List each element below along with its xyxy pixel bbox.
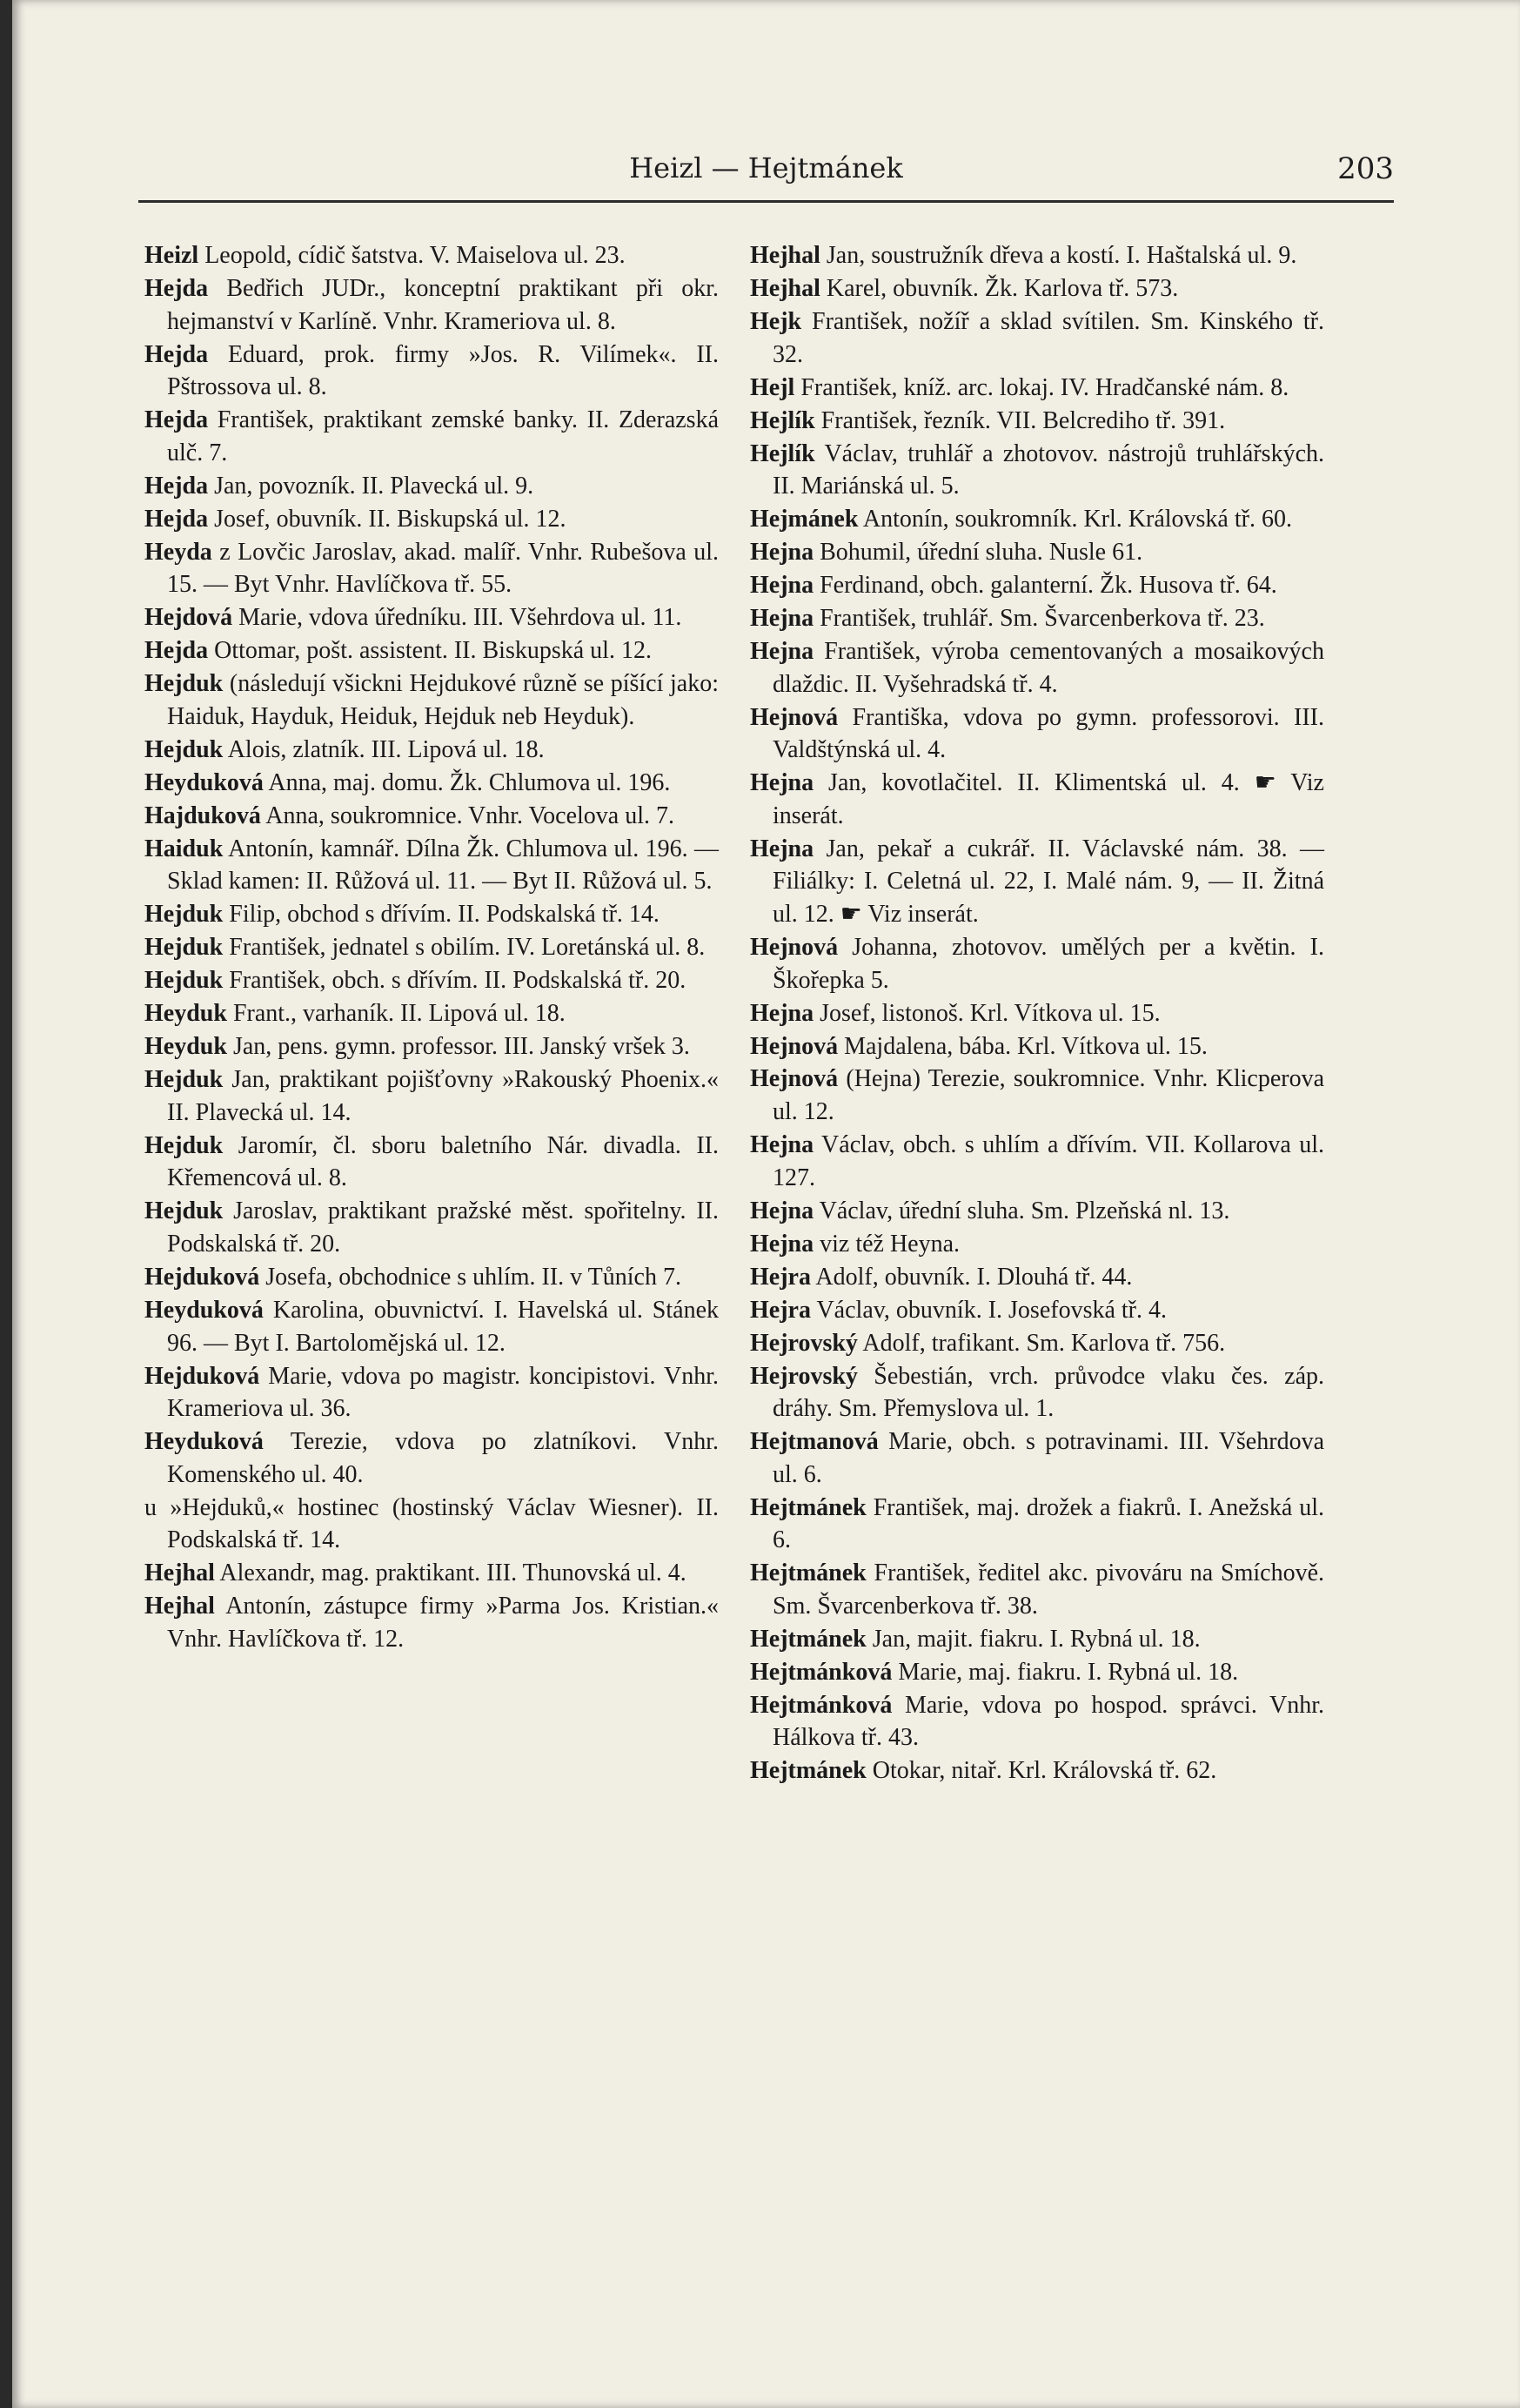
entry-surname: Hejda [144, 637, 209, 665]
entry-details: Filip, obchod s dřívím. II. Podskalská tř. 14. [223, 901, 660, 929]
entry-details: František, výroba cementovaných a mosaikových dlaždic. II. Vyšehradská tř. 4. [773, 638, 1324, 698]
directory-entry [144, 964, 719, 997]
directory-entry [750, 1754, 1324, 1788]
directory-entry [750, 767, 1324, 832]
entry-details: František, jednatel s obilím. IV. Loretánská ul. 8. [223, 934, 706, 962]
entry-details: František, ředitel akc. pivováru na Smíchově. Sm. Švarcenberkova tř. 38. [773, 1559, 1324, 1620]
entry-details: Leopold, cídič šatstva. V. Maiselova ul. 23. [198, 242, 626, 269]
directory-entry [750, 997, 1324, 1030]
entry-surname: Hejhal [144, 1559, 215, 1587]
directory-entry [750, 272, 1324, 305]
entry-details: Josef, obuvník. II. Biskupská ul. 12. [208, 505, 566, 533]
entry-details: Terezie, vdova po zlatníkovi. Vnhr. Komenského ul. 40. [167, 1428, 719, 1488]
entry-surname: Hejnová [750, 1032, 839, 1060]
entry-surname: Hejtmánková [750, 1658, 893, 1686]
entry-details: Ottomar, pošt. assistent. II. Biskupská ul. 12. [208, 637, 652, 665]
entry-details: Bedřich JUDr., konceptní praktikant při okr. hejmanství v Karlíně. Vnhr. Krameriova ul. 8. [167, 274, 719, 335]
directory-entry [144, 1425, 719, 1491]
entry-details: Jan, povozník. II. Plavecká ul. 9. [208, 472, 534, 500]
entry-details: (Hejna) Terezie, soukromnice. Vnhr. Klicperova ul. 12. [773, 1065, 1324, 1126]
directory-entry [144, 470, 719, 503]
entry-surname: Hejna [750, 638, 814, 666]
entry-surname: Heyduková [144, 1296, 264, 1324]
entry-surname: Hejda [144, 340, 209, 368]
directory-entry [750, 1195, 1324, 1228]
entry-surname: Hejtmánek [750, 1493, 867, 1521]
directory-entry [144, 1030, 719, 1063]
entry-surname: Hejnová [750, 1065, 839, 1093]
entry-details: Jaroslav, praktikant pražské měst. spořitelny. II. Podskalská tř. 20. [167, 1197, 719, 1258]
directory-entry [750, 635, 1324, 701]
entry-surname: Hejna [750, 835, 814, 862]
directory-entry [144, 1195, 719, 1260]
directory-entry [144, 536, 719, 601]
directory-entry [144, 833, 719, 898]
left-column [144, 239, 719, 1656]
entry-surname: Hejtmánek [750, 1625, 867, 1653]
entry-surname: Hejtmánková [750, 1691, 893, 1719]
entry-surname: Hejda [144, 472, 209, 500]
entry-surname: Hejna [750, 769, 814, 797]
entry-surname: Hejtmanová [750, 1428, 879, 1456]
entry-surname: Hajduková [144, 802, 261, 829]
entry-details: Frant., varhaník. II. Lipová ul. 18. [226, 1000, 566, 1028]
directory-entry [750, 1656, 1324, 1689]
directory-entry [750, 1557, 1324, 1622]
page-number: 203 [1337, 151, 1394, 186]
entry-details: František, obch. s dřívím. II. Podskalská tř. 20. [223, 967, 686, 995]
entry-details: Karel, obuvník. Žk. Karlova tř. 573. [820, 274, 1179, 302]
entry-details: u »Hejduků,« hostinec (hostinský Václav Wiesner). II. Podskalská tř. 14. [144, 1493, 719, 1554]
entry-surname: Hejnová [750, 933, 839, 961]
directory-entry [144, 634, 719, 667]
entry-details: Marie, vdova po magistr. koncipistovi. Vnhr. Krameriova ul. 36. [167, 1362, 719, 1423]
directory-entry [144, 404, 719, 469]
directory-entry [750, 305, 1324, 371]
entry-surname: Hejhal [750, 242, 820, 269]
entry-details: Jan, majit. fiakru. I. Rybná ul. 18. [866, 1625, 1201, 1653]
directory-entry [750, 405, 1324, 438]
entry-surname: Hejduková [144, 1362, 260, 1390]
directory-entry [144, 239, 719, 272]
directory-entry [750, 1294, 1324, 1327]
entry-surname: Hejra [750, 1296, 811, 1324]
directory-entry [750, 931, 1324, 996]
directory-entry [144, 1294, 719, 1359]
directory-entry [144, 272, 719, 338]
right-column [750, 239, 1324, 1788]
directory-entry [144, 767, 719, 800]
directory-entry [144, 1557, 719, 1590]
directory-page [12, 0, 1520, 2408]
entry-surname: Hejlík [750, 406, 815, 434]
entry-details: Josef, listonoš. Krl. Vítkova ul. 15. [814, 999, 1161, 1027]
entry-details: Otokar, nitař. Krl. Královská tř. 62. [866, 1757, 1217, 1785]
entry-surname: Hejduk [144, 670, 224, 698]
running-head: Heizl — Hejtmánek [629, 151, 903, 184]
entry-surname: Hejk [750, 307, 802, 335]
entry-details: Marie, obch. s potravinami. III. Všehrdova ul. 6. [773, 1428, 1324, 1488]
directory-entry [144, 931, 719, 964]
entry-surname: Heyduková [144, 1428, 264, 1456]
entry-details: Václav, obch. s uhlím a dřívím. VII. Kollarova ul. 127. [773, 1131, 1324, 1191]
directory-entry [144, 1590, 719, 1655]
directory-entry [750, 1492, 1324, 1557]
entry-details: František, nožíř a sklad svítilen. Sm. Kinského tř. 32. [773, 307, 1324, 368]
entry-surname: Hejna [750, 999, 814, 1027]
entry-surname: Heyduk [144, 1033, 227, 1061]
entry-surname: Hejduk [144, 934, 224, 962]
entry-details: František, maj. drožek a fiakrů. I. Anežská ul. 6. [773, 1493, 1324, 1554]
entry-surname: Hejna [750, 572, 814, 600]
directory-entry [144, 898, 719, 931]
entry-details: Alois, zlatník. III. Lipová ul. 18. [223, 735, 545, 763]
entry-surname: Hejduk [144, 735, 224, 763]
entry-surname: Hejtmánek [750, 1757, 867, 1785]
directory-entry [750, 1261, 1324, 1294]
entry-details: Františka, vdova po gymn. professorovi. III. Valdštýnská ul. 4. [773, 703, 1324, 764]
entry-surname: Heyduk [144, 1000, 227, 1028]
directory-entry [750, 1228, 1324, 1261]
entry-surname: Hejhal [144, 1593, 215, 1620]
directory-entry [750, 1425, 1324, 1491]
directory-entry [750, 503, 1324, 536]
directory-entry [750, 1623, 1324, 1656]
directory-entry [750, 536, 1324, 569]
entry-details: Václav, truhlář a zhotovov. nástrojů truhlářských. II. Mariánská ul. 5. [773, 439, 1324, 500]
entry-details: Adolf, trafikant. Sm. Karlova tř. 756. [857, 1329, 1226, 1357]
entry-surname: Hejduk [144, 967, 224, 995]
entry-details: Antonín, kamnář. Dílna Žk. Chlumova ul. 196. — Sklad kamen: II. Růžová ul. 11. — Byt II. Růžová ul. 5. [167, 835, 719, 895]
entry-surname: Heyduková [144, 768, 264, 796]
entry-surname: Hejda [144, 406, 209, 434]
entry-surname: Hejhal [750, 274, 820, 302]
entry-details: Marie, maj. fiakru. I. Rybná ul. 18. [892, 1658, 1239, 1686]
entry-surname: Hejda [144, 274, 209, 302]
entry-details: Josefa, obchodnice s uhlím. II. v Tůních 7. [259, 1264, 681, 1291]
entry-details: Alexandr, mag. praktikant. III. Thunovská ul. 4. [214, 1559, 686, 1587]
entry-surname: Hejrovský [750, 1362, 858, 1390]
entry-surname: Hejduková [144, 1264, 260, 1291]
directory-entry [750, 1030, 1324, 1063]
entry-surname: Hejna [750, 1230, 814, 1258]
directory-entry [144, 997, 719, 1030]
directory-entry [144, 1063, 719, 1129]
entry-surname: Heyda [144, 538, 212, 566]
entry-surname: Heizl [144, 242, 199, 269]
directory-entry [144, 339, 719, 404]
entry-surname: Hejmánek [750, 506, 859, 533]
directory-entry [144, 800, 719, 833]
directory-entry [750, 602, 1324, 635]
directory-entry [750, 569, 1324, 602]
directory-entry [144, 1360, 719, 1425]
entry-details: Václav, úřední sluha. Sm. Plzeňská nl. 13. [814, 1197, 1230, 1224]
entry-details: Anna, maj. domu. Žk. Chlumova ul. 196. [263, 768, 671, 796]
entry-details: Jan, pekař a cukrář. II. Václavské nám. 38. — Filiálky: I. Celetná ul. 22, I. Malé nám. 9, — II. Žitná ul. 12. ☛ Viz inserát. [773, 835, 1324, 928]
entry-details: František, řezník. VII. Belcrediho tř. 391. [814, 406, 1226, 434]
entry-surname: Hejlík [750, 439, 815, 467]
entry-surname: Hejduk [144, 1197, 224, 1225]
entry-surname: Hejrovský [750, 1329, 858, 1357]
entry-details: Karolina, obuvnictví. I. Havelská ul. Stánek 96. — Byt I. Bartolomějská ul. 12. [167, 1296, 719, 1357]
entry-surname: Hejdová [144, 604, 233, 632]
directory-entry [144, 503, 719, 536]
directory-entry [144, 1130, 719, 1195]
entry-surname: Hejna [750, 539, 814, 567]
entry-details: Bohumil, úřední sluha. Nusle 61. [814, 539, 1143, 567]
directory-entry [750, 438, 1324, 503]
directory-entry [750, 701, 1324, 767]
entry-surname: Hejna [750, 1197, 814, 1224]
directory-entry [144, 601, 719, 634]
entry-surname: Hejnová [750, 703, 839, 731]
entry-details: František, praktikant zemské banky. II. Zderazská ulč. 7. [167, 406, 719, 466]
entry-details: Eduard, prok. firmy »Jos. R. Vilímek«. II. Pštrossova ul. 8. [167, 340, 719, 401]
entry-surname: Hejda [144, 505, 209, 533]
entry-details: z Lovčic Jaroslav, akad. malíř. Vnhr. Rubešova ul. 15. — Byt Vnhr. Havlíčkova tř. 55. [167, 538, 719, 599]
entry-details: František, kníž. arc. lokaj. IV. Hradčanské nám. 8. [794, 373, 1289, 401]
entry-details: Johanna, zhotovov. umělých per a květin. I. Škořepka 5. [773, 933, 1324, 994]
entry-surname: Hejna [750, 1131, 814, 1159]
directory-entry [750, 1327, 1324, 1360]
entry-details: František, truhlář. Sm. Švarcenberkova tř. 23. [814, 605, 1265, 633]
entry-details: Ferdinand, obch. galanterní. Žk. Husova tř. 64. [814, 572, 1277, 600]
entry-details: (následují všickni Hejdukové různě se píšící jako: Haiduk, Hayduk, Heiduk, Hejduk neb Heyduk). [167, 670, 719, 730]
entry-details: Anna, soukromnice. Vnhr. Vocelova ul. 7. [260, 802, 675, 829]
directory-entry [750, 1063, 1324, 1128]
entry-details: Antonín, soukromník. Krl. Královská tř. 60. [858, 506, 1292, 533]
entry-details: Majdalena, bába. Krl. Vítkova ul. 15. [838, 1032, 1208, 1060]
entry-surname: Haiduk [144, 835, 224, 862]
entry-details: Marie, vdova úředníku. III. Všehrdova ul. 11. [232, 604, 682, 632]
directory-entry [144, 1492, 719, 1557]
directory-entry [750, 833, 1324, 931]
entry-details: Antonín, zástupce firmy »Parma Jos. Kristian.« Vnhr. Havlíčkova tř. 12. [167, 1593, 719, 1653]
entry-details: Jan, praktikant pojišťovny »Rakouský Phoenix.« II. Plavecká ul. 14. [167, 1066, 719, 1126]
entry-details: Marie, vdova po hospod. správci. Vnhr. Hálkova tř. 43. [773, 1691, 1324, 1752]
page-header [138, 148, 1394, 203]
directory-entry [750, 239, 1324, 272]
entry-surname: Hejduk [144, 1131, 224, 1159]
entry-details: Jan, soustružník dřeva a kostí. I. Haštalská ul. 9. [820, 242, 1297, 269]
entry-surname: Hejduk [144, 1066, 224, 1094]
directory-entry [750, 372, 1324, 405]
entry-surname: Hejtmánek [750, 1559, 867, 1587]
entry-details: Jan, kovotlačitel. II. Klimentská ul. 4. ☛ Viz inserát. [773, 769, 1324, 829]
directory-entry [144, 667, 719, 733]
entry-surname: Hejduk [144, 901, 224, 929]
directory-entry [144, 734, 719, 767]
entry-details: Jan, pens. gymn. professor. III. Janský vršek 3. [226, 1033, 690, 1061]
entry-details: Václav, obuvník. I. Josefovská tř. 4. [810, 1296, 1168, 1324]
entry-details: Šebestián, vrch. průvodce vlaku čes. záp. dráhy. Sm. Přemyslova ul. 1. [773, 1362, 1324, 1423]
entry-details: Adolf, obuvník. I. Dlouhá tř. 44. [810, 1263, 1133, 1291]
directory-entry [750, 1360, 1324, 1425]
entry-details: Jaromír, čl. sboru baletního Nár. divadla. II. Křemencová ul. 8. [167, 1131, 719, 1192]
directory-entry [750, 1689, 1324, 1754]
directory-entry [750, 1129, 1324, 1194]
entry-surname: Hejl [750, 373, 795, 401]
entry-details: viz též Heyna. [814, 1230, 961, 1258]
directory-entry [144, 1261, 719, 1294]
entry-surname: Hejra [750, 1263, 811, 1291]
entry-surname: Hejna [750, 605, 814, 633]
